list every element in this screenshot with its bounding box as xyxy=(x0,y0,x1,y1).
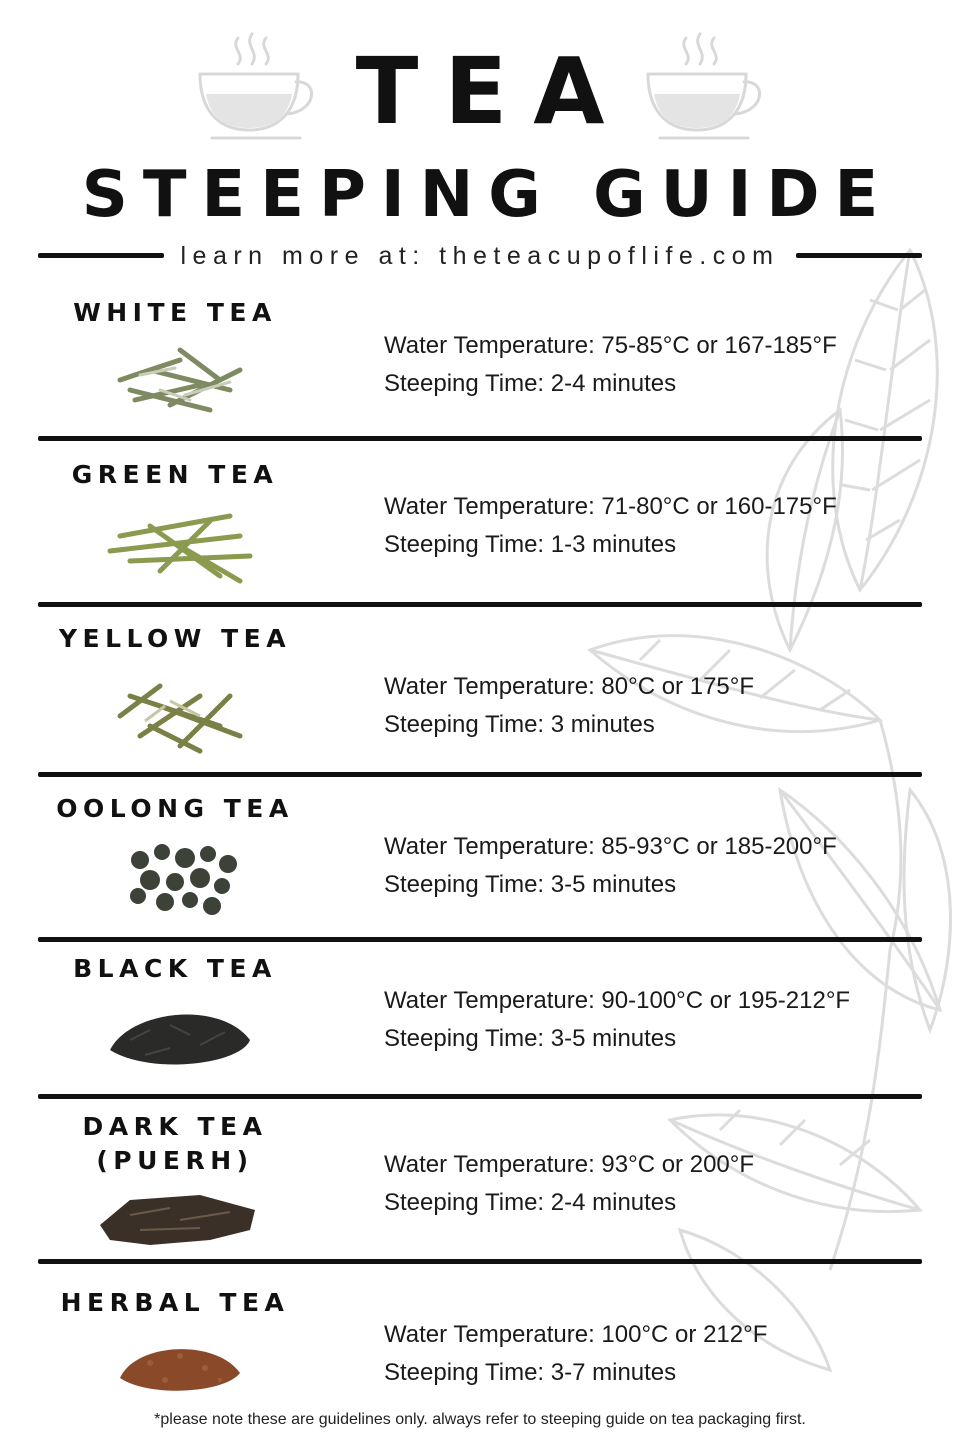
learn-more-link[interactable]: learn more at: theteacupoflife.com xyxy=(180,242,780,270)
tea-name-green: GREEN TEA xyxy=(71,460,279,489)
divider xyxy=(38,772,922,777)
steeping-time: Steeping Time: 2-4 minutes xyxy=(384,1189,677,1216)
water-temperature: Water Temperature: 71-80°C or 160-175°F xyxy=(384,493,837,520)
divider xyxy=(38,1094,922,1099)
water-temperature: Water Temperature: 93°C or 200°F xyxy=(384,1151,755,1178)
divider xyxy=(38,602,922,607)
tea-name-herbal: HERBAL TEA xyxy=(60,1288,290,1317)
steeping-time: Steeping Time: 2-4 minutes xyxy=(384,370,677,397)
tea-name-oolong: OOLONG TEA xyxy=(56,794,294,823)
yellow-tea-leaves-icon xyxy=(90,666,260,756)
divider xyxy=(38,436,922,441)
oolong-tea-leaves-icon xyxy=(90,830,260,920)
tea-name-yellow: YELLOW TEA xyxy=(58,624,292,653)
steeping-time: Steeping Time: 3-7 minutes xyxy=(384,1359,677,1386)
green-tea-leaves-icon xyxy=(90,496,260,586)
water-temperature: Water Temperature: 85-93°C or 185-200°F xyxy=(384,833,837,860)
footnote: *please note these are guidelines only. always refer to steeping guide on tea packaging first. xyxy=(154,1411,806,1428)
black-tea-leaves-icon xyxy=(90,990,260,1080)
water-temperature: Water Temperature: 100°C or 212°F xyxy=(384,1321,768,1348)
tea-name-white: WHITE TEA xyxy=(73,298,277,327)
tea-name-dark-subtitle: (PUERH) xyxy=(96,1146,254,1175)
steeping-time: Steeping Time: 3 minutes xyxy=(384,711,655,738)
tea-name-dark: DARK TEA xyxy=(82,1112,268,1141)
divider xyxy=(38,253,164,258)
water-temperature: Water Temperature: 90-100°C or 195-212°F xyxy=(384,987,851,1014)
herbal-tea-leaves-icon xyxy=(90,1318,260,1408)
divider xyxy=(796,253,922,258)
divider xyxy=(38,937,922,942)
steeping-time: Steeping Time: 1-3 minutes xyxy=(384,531,677,558)
tea-name-black: BLACK TEA xyxy=(73,954,277,983)
steeping-time: Steeping Time: 3-5 minutes xyxy=(384,1025,677,1052)
steeping-time: Steeping Time: 3-5 minutes xyxy=(384,871,677,898)
page-subtitle: STEEPING GUIDE xyxy=(81,158,894,232)
dark-tea-cake-icon xyxy=(90,1180,260,1270)
page-title: TEA xyxy=(355,38,631,145)
divider xyxy=(38,1259,922,1264)
learn-more-row xyxy=(38,236,922,276)
white-tea-leaves-icon xyxy=(90,330,260,420)
water-temperature: Water Temperature: 75-85°C or 167-185°F xyxy=(384,332,837,359)
water-temperature: Water Temperature: 80°C or 175°F xyxy=(384,673,755,700)
